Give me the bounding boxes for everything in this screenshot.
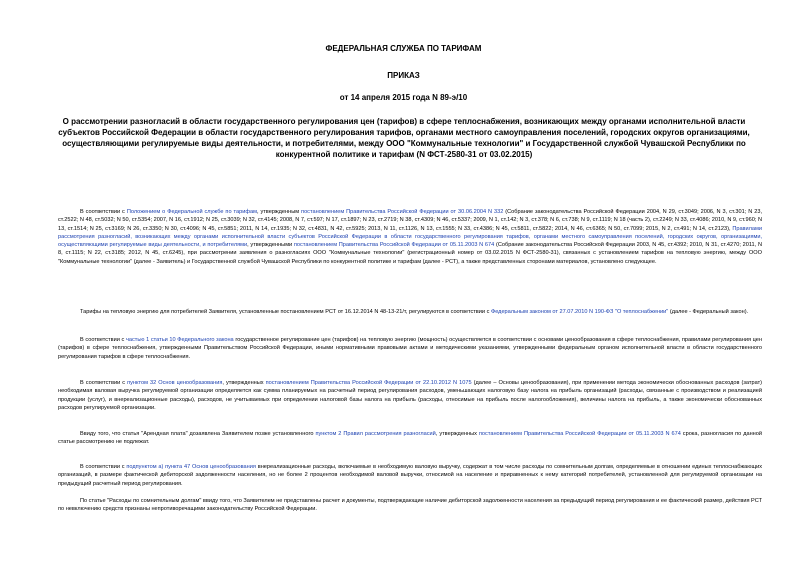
paragraph-5 (58, 430, 762, 447)
paragraph-3 (58, 336, 762, 361)
text-span: внереализационные расходы, включаемые в необходимую валовую выручку, содержат в том числе расходы по сомнительным долгам, определяемые в отношении единых теплоснабжающих организаций, в размере фактической дебиторской задолженности населения, но не более 2 процентов необходимой валовой выручки, относимой на население и приравненных к нему категорий потребителей, установленной для регулируемой организации на предыдущий расчетный период регулирования. (58, 464, 762, 487)
text-span: В соответствии с (80, 209, 127, 215)
paragraph-6 (58, 463, 762, 488)
link-decree-1075[interactable]: постановлением Правительства Российской Федерации от 22.10.2012 N 1075 (265, 380, 472, 386)
agency-name: ФЕДЕРАЛЬНАЯ СЛУЖБА ПО ТАРИФАМ (325, 44, 482, 53)
text-span: (далее - Федеральный закон). (668, 309, 749, 315)
link-point-47[interactable]: подпунктом а) пункта 47 Основ ценообразования (126, 464, 256, 470)
paragraph-2 (58, 308, 762, 316)
text-span: , утвержденным (256, 209, 302, 215)
document-title: О рассмотрении разногласий в области государственного регулирования цен (тарифов) в сфере теплоснабжения, возникающих между органами исполнительной власти субъектов Российской Федерации в области государственного регулирования тарифов, органами местного самоуправления поселений, городских округов организациями, осуществляющими регулируемые виды деятельности, и потребителями, между ООО "Коммунальные технологии" и Государственной службой Чувашской Республики по конкурентной политике и тарифам (N ФСТ-2580-31 от 03.02.2015) (58, 117, 750, 159)
text-span: В соответствии с (80, 337, 126, 343)
text-span: В соответствии с (80, 380, 128, 386)
text-span: , утвержденных (222, 380, 266, 386)
document-date-number: от 14 апреля 2015 года N 89-э/10 (339, 93, 468, 102)
text-span: В соответствии с (80, 464, 127, 470)
link-point-32[interactable]: пунктом 32 Основ ценообразования (127, 380, 223, 386)
text-span: , утвержденными (247, 242, 294, 249)
paragraph-1 (58, 208, 762, 266)
link-point-2-rules[interactable]: пунктом 2 Правил рассмотрения разногласий (315, 431, 436, 437)
text-span: (Собрание законодательства Российской Федерации 2003, N 45, ст.4392; 2010, N 31, ст.4270; 2011, N 8, ст.1115; N 22, ст.3185; 2012, N 45, ст.6245), при рассмотрении заявления о разногласиях ООО "Коммунальные технологии" (регистрационный номер от 03.02.2015 N ФСТ-2580-31), связанных с установлением тарифов на тепловую энергию, между ООО "Коммунальные технологии" (далее - Заявитель) и Государственной службой Чувашской Республики по конкурентной политике и тарифам (далее - РСТ), а также представленных сторонами материалов, установлено следующее. (58, 242, 762, 265)
link-federal-law-190[interactable]: Федеральным законом от 27.07.2010 N 190-ФЗ "О теплоснабжении" (490, 309, 669, 315)
text-span: государственное регулирование цен (тарифов) на тепловую энергию (мощность) осуществляется в соответствии с основами ценообразования в сфере теплоснабжения, правилами регулирования цен (тарифов) в сфере теплоснабжения, утвержденными Правительством Российской Федерации, иными нормативными правовыми актами и методическими указаниями, утвержденными федеральным органом исполнительной власти в области государственного регулирования тарифов в сфере теплоснабжения. (58, 337, 762, 360)
text-span: срока, разногласия по данной статье рассмотрению не подлежат. (58, 431, 763, 446)
paragraph-4 (58, 379, 762, 412)
text-span: (Собрание законодательства Российской Федерации 2004, N 29, ст.3049; 2006, N 3, ст.301; N 23, ст.2522; N 48, ст.5032; N 50, ст.5354; 2007, N 16, ст.1912; N 25, ст.3039; N 32, ст.4145; 2008, N 7, ст.597; N 17, ст.1897; N 23, ст.2719; N 38, ст.4309; N 46, ст.5337; 2009, N 1, ст.142; N 3, ст.378; N 6, ст.738; N 9, ст.1119; N 18 (часть 2), ст.2249; N 33, ст.4086; 2010, N 9, ст.960; N 13, ст.1514; N 25, ст.3169; N 26, ст.3350; N 30, ст.4096; N 45, ст.5851; 2011, N 14, ст.1935; N 32, ст.4831, N 42, ст.5925; 2013, N 11, ст.1126, N 13, ст.1555; N 33, ст.4386; N 45, ст.5811, ст.5822; 2014, N 46, ст.6365; N 50, ст.7099; 2015, N 2, ст.491; N 14, ст.2123), (58, 209, 763, 232)
link-decree-674[interactable]: постановлением Правительства Российской Федерации от 05.11.2003 N 674 (293, 242, 495, 249)
link-decree-332[interactable]: постановлением Правительства Российской Федерации от 30.06.2004 N 332 (301, 209, 504, 215)
link-regulation-fst[interactable]: Положением о Федеральной службе по тарифам (126, 209, 257, 215)
text-span: Ввиду того, что статья "Арендная плата" дозаявлена Заявителем позже установленного (80, 431, 316, 437)
link-decree-674[interactable]: постановлением Правительства Российской Федерации от 05.11.2003 N 674 (478, 431, 681, 437)
text-span: Тарифы на тепловую энергию для потребителей Заявителя, установленные постановлением РСТ от 16.12.2014 N 48-13-21/т, регулируются в соответствии с (80, 309, 491, 315)
text-span: (далее – Основы ценообразования), при применении метода экономически обоснованных расходов (затрат) необходимая валовая выручка регулируемой организации определяется как сумма планируемых на расчетный период регулирования расходов, уменьшающих налоговую базу налога на прибыль организаций (расходы, связанные с производством и реализацией продукции (услуг), и внереализационные расходы), расходов, не учитываемых при определении налоговой базы налога на прибыль (расходы, относимые на прибыль после налогообложения), величины налога на прибыль, а также экономически обоснованных расходов регулируемой организации. (58, 380, 763, 411)
text-span: По статье "Расходы по сомнительным долгам" ввиду того, что Заявителем не представлены расчет и документы, подтверждающие наличие дебиторской задолженности населения за предыдущий период регулирования и ее фактический размер, действия РСТ по невключению средств признаны непротиворечащими законодательству Российской Федерации. (58, 498, 762, 513)
text-span: , утвержденных (435, 431, 479, 437)
link-article-10[interactable]: частью 1 статьи 10 Федерального закона (125, 337, 234, 343)
paragraph-7 (58, 497, 762, 514)
document-type: ПРИКАЗ (387, 71, 420, 80)
link-dispute-rules[interactable]: Правилами рассмотрения разногласий, возникающих между органами исполнительной власти субъектов Российской Федерации в области государственного регулирования тарифов, органами местного самоуправления поселений, городских округов, организациями, осуществляющими регулируемые виды деятельности, и потребителями (58, 225, 762, 249)
